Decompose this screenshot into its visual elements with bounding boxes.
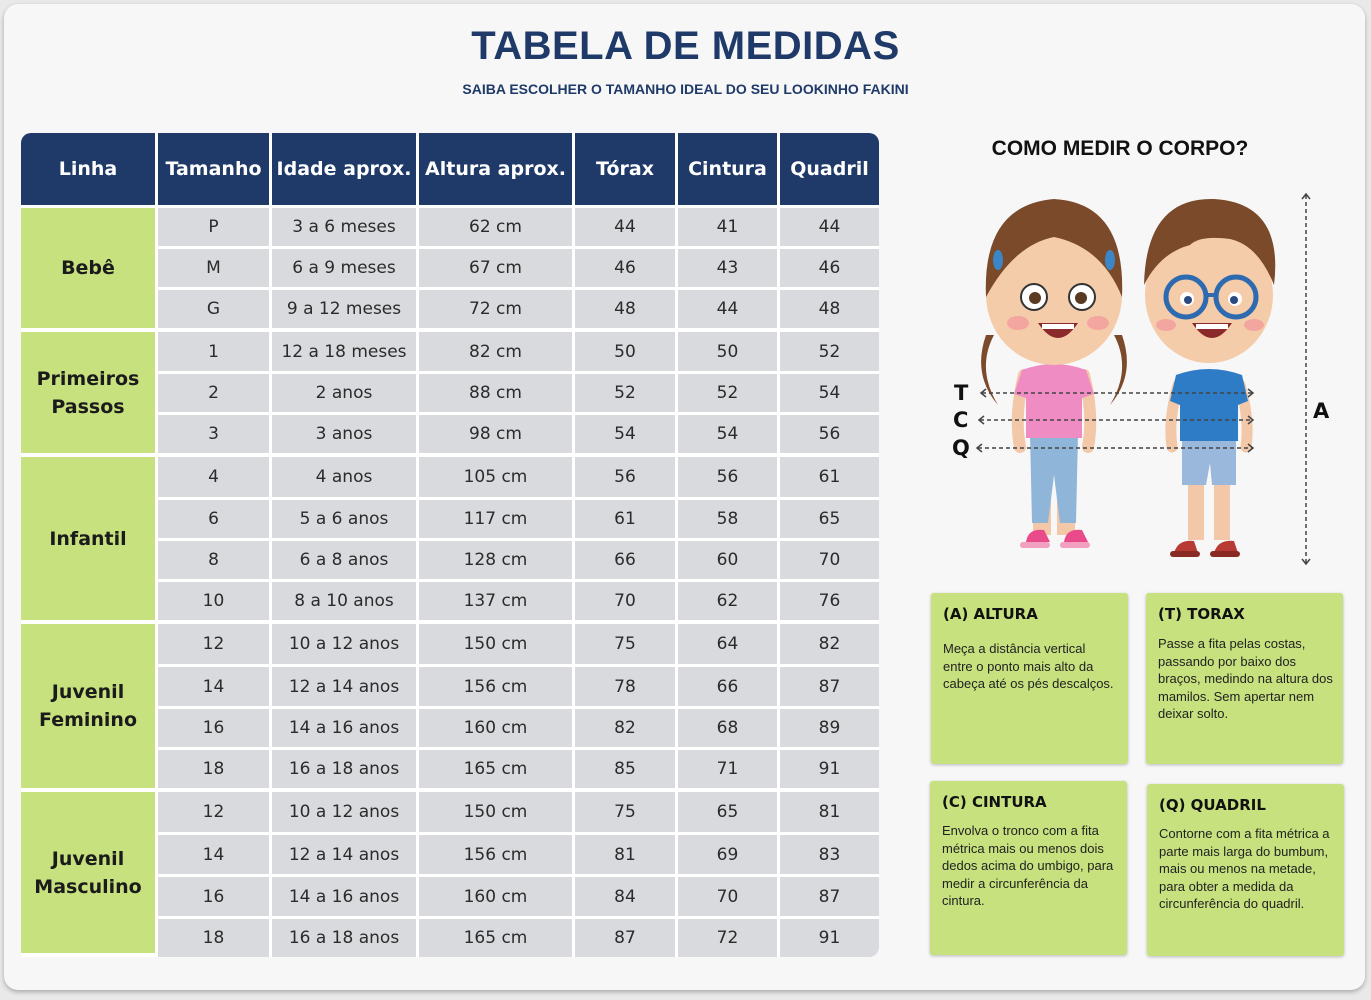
table-cell: 5 a 6 anos	[272, 500, 419, 541]
table-cell: 56	[575, 457, 678, 500]
line-group-label: Bebê	[21, 208, 158, 332]
table-cell: 44	[780, 208, 879, 249]
page-subtitle: SAIBA ESCOLHER O TAMANHO IDEAL DO SEU LOOKINHO FAKINI	[462, 81, 909, 97]
table-cell: 12 a 18 meses	[272, 332, 419, 374]
table-cell: 6 a 8 anos	[272, 541, 419, 582]
table-cell: 14 a 16 anos	[272, 877, 419, 919]
table-cell: 2	[158, 374, 272, 415]
table-cell: 12	[158, 624, 272, 667]
table-cell: 14 a 16 anos	[272, 709, 419, 750]
table-cell: 12 a 14 anos	[272, 835, 419, 877]
table-cell: 50	[575, 332, 678, 374]
table-cell: 3 anos	[272, 415, 419, 457]
label-c: C	[953, 408, 969, 432]
table-cell: 58	[678, 500, 780, 541]
table-cell: 137 cm	[419, 582, 575, 624]
table-cell: 9 a 12 meses	[272, 290, 419, 332]
altura-title: (A) ALTURA	[943, 605, 1038, 623]
table-cell: 67 cm	[419, 249, 575, 290]
label-q: Q	[952, 436, 970, 460]
cintura-text: Envolva o tronco com a fita métrica mais ou menos dois dedos acima do umbigo, para medir a circunferência da cintura.	[942, 823, 1114, 908]
table-row	[21, 792, 879, 835]
table-cell: 81	[780, 792, 879, 835]
line-group-label: Infantil	[21, 457, 158, 624]
table-cell: 91	[780, 750, 879, 792]
table-cell: 6 a 9 meses	[272, 249, 419, 290]
how-to-measure-title: COMO MEDIR O CORPO?	[991, 137, 1249, 160]
table-cell: 98 cm	[419, 415, 575, 457]
table-cell: 72	[678, 919, 780, 957]
table-cell: 10 a 12 anos	[272, 792, 419, 835]
table-cell: 70	[780, 541, 879, 582]
table-cell: 12 a 14 anos	[272, 667, 419, 709]
size-table	[21, 133, 879, 957]
table-cell: 16 a 18 anos	[272, 750, 419, 792]
table-cell: 46	[575, 249, 678, 290]
table-cell: 68	[678, 709, 780, 750]
table-cell: G	[158, 290, 272, 332]
torax-text: Passe a fita pelas costas, passando por baixo dos braços, medindo na altura dos mamilos. Sem apertar nem deixar solto.	[1158, 636, 1333, 721]
table-cell: 3	[158, 415, 272, 457]
table-cell: 87	[575, 919, 678, 957]
boy-figure	[1144, 199, 1275, 557]
table-cell: 43	[678, 249, 780, 290]
table-cell: 14	[158, 835, 272, 877]
table-cell: 2 anos	[272, 374, 419, 415]
table-cell: 50	[678, 332, 780, 374]
table-cell: 82	[575, 709, 678, 750]
table-cell: 61	[575, 500, 678, 541]
line-group-label: Juvenil Feminino	[21, 624, 158, 792]
header-quadril: Quadril	[780, 133, 879, 208]
table-row	[21, 332, 879, 374]
info-box-quadril	[1147, 784, 1344, 956]
table-cell: 88 cm	[419, 374, 575, 415]
table-cell: 46	[780, 249, 879, 290]
table-cell: P	[158, 208, 272, 249]
table-cell: 160 cm	[419, 709, 575, 750]
table-cell: 56	[780, 415, 879, 457]
label-a: A	[1313, 399, 1330, 423]
table-cell: 1	[158, 332, 272, 374]
table-cell: 44	[575, 208, 678, 249]
table-cell: 165 cm	[419, 750, 575, 792]
table-cell: 12	[158, 792, 272, 835]
table-cell: 82	[780, 624, 879, 667]
table-cell: 54	[678, 415, 780, 457]
table-cell: 16	[158, 709, 272, 750]
table-cell: 75	[575, 792, 678, 835]
table-cell: 81	[575, 835, 678, 877]
girl-figure	[981, 199, 1127, 548]
table-cell: 165 cm	[419, 919, 575, 957]
table-cell: 65	[780, 500, 879, 541]
header-altura: Altura aprox.	[419, 133, 575, 208]
table-cell: 70	[678, 877, 780, 919]
table-cell: 75	[575, 624, 678, 667]
table-cell: 150 cm	[419, 624, 575, 667]
table-cell: 14	[158, 667, 272, 709]
table-cell: 160 cm	[419, 877, 575, 919]
table-row	[21, 624, 879, 667]
table-cell: 69	[678, 835, 780, 877]
torax-title: (T) TORAX	[1158, 605, 1245, 623]
table-header-row	[21, 133, 879, 208]
table-cell: 54	[780, 374, 879, 415]
table-cell: 16 a 18 anos	[272, 919, 419, 957]
altura-text: Meça a distância vertical entre o ponto mais alto da cabeça até os pés descalços.	[943, 641, 1114, 691]
line-group-label: Primeiros Passos	[21, 332, 158, 457]
table-cell: 105 cm	[419, 457, 575, 500]
table-row	[21, 208, 879, 249]
table-cell: 8	[158, 541, 272, 582]
table-cell: 54	[575, 415, 678, 457]
table-cell: 65	[678, 792, 780, 835]
table-cell: 83	[780, 835, 879, 877]
table-cell: 10	[158, 582, 272, 624]
line-group-label: Juvenil Masculino	[21, 792, 158, 957]
table-cell: 18	[158, 750, 272, 792]
header-tamanho: Tamanho	[158, 133, 272, 208]
table-cell: 87	[780, 667, 879, 709]
table-cell: 66	[575, 541, 678, 582]
table-cell: 16	[158, 877, 272, 919]
table-row	[21, 457, 879, 500]
table-cell: 52	[678, 374, 780, 415]
table-cell: 70	[575, 582, 678, 624]
quadril-text: Contorne com a fita métrica a parte mais larga do bumbum, mais ou menos na metade, para obter a medida da circunferência do quadril.	[1159, 826, 1330, 911]
table-cell: 41	[678, 208, 780, 249]
table-cell: 84	[575, 877, 678, 919]
table-cell: 6	[158, 500, 272, 541]
table-cell: M	[158, 249, 272, 290]
cintura-title: (C) CINTURA	[942, 793, 1047, 811]
header-cintura: Cintura	[678, 133, 780, 208]
table-cell: 52	[780, 332, 879, 374]
children-illustration	[930, 185, 1350, 580]
info-box-cintura	[930, 781, 1127, 955]
page-title: TABELA DE MEDIDAS	[471, 24, 900, 68]
table-cell: 8 a 10 anos	[272, 582, 419, 624]
table-cell: 18	[158, 919, 272, 957]
table-cell: 72 cm	[419, 290, 575, 332]
table-cell: 128 cm	[419, 541, 575, 582]
label-t: T	[954, 381, 969, 405]
table-cell: 44	[678, 290, 780, 332]
table-cell: 82 cm	[419, 332, 575, 374]
table-cell: 150 cm	[419, 792, 575, 835]
header-torax: Tórax	[575, 133, 678, 208]
table-cell: 10 a 12 anos	[272, 624, 419, 667]
table-cell: 66	[678, 667, 780, 709]
info-box-torax	[1146, 593, 1343, 764]
table-cell: 76	[780, 582, 879, 624]
table-cell: 48	[780, 290, 879, 332]
table-cell: 60	[678, 541, 780, 582]
table-cell: 4	[158, 457, 272, 500]
quadril-title: (Q) QUADRIL	[1159, 796, 1266, 814]
table-cell: 4 anos	[272, 457, 419, 500]
table-cell: 87	[780, 877, 879, 919]
table-cell: 52	[575, 374, 678, 415]
table-cell: 56	[678, 457, 780, 500]
header-linha: Linha	[21, 133, 158, 208]
table-cell: 78	[575, 667, 678, 709]
table-cell: 62	[678, 582, 780, 624]
table-cell: 117 cm	[419, 500, 575, 541]
table-cell: 89	[780, 709, 879, 750]
info-box-altura	[931, 593, 1128, 764]
table-cell: 156 cm	[419, 835, 575, 877]
table-cell: 48	[575, 290, 678, 332]
table-cell: 62 cm	[419, 208, 575, 249]
table-cell: 91	[780, 919, 879, 957]
header-idade: Idade aprox.	[272, 133, 419, 208]
table-cell: 71	[678, 750, 780, 792]
table-cell: 64	[678, 624, 780, 667]
table-cell: 3 a 6 meses	[272, 208, 419, 249]
table-cell: 156 cm	[419, 667, 575, 709]
table-cell: 85	[575, 750, 678, 792]
table-cell: 61	[780, 457, 879, 500]
